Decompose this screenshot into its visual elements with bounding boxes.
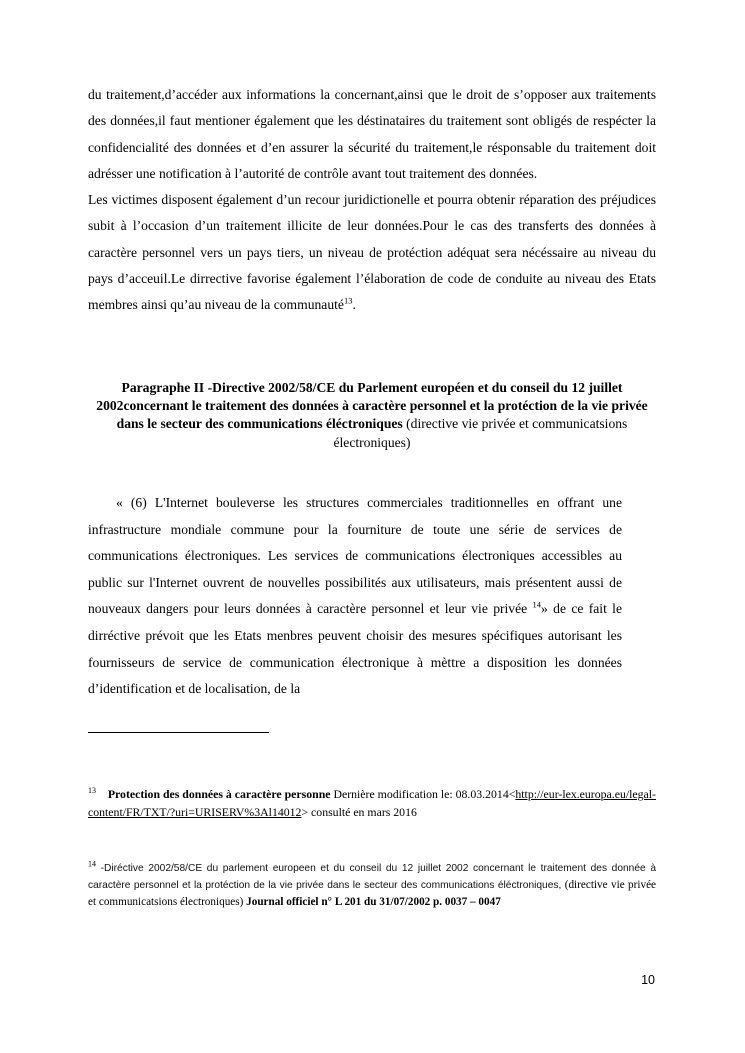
footnote-13-number: 13 [88,786,96,796]
paragraph-victims-end: . [352,297,356,313]
footnote-13 [88,786,656,822]
footnote-separator [88,732,269,733]
section-heading-normal: (directive vie privée et communicatsions électroniques) [333,416,628,450]
paragraph-data-rights-text: du traitement,d’accéder aux informations la concernant,ainsi que le droit de s’opposer aux traitements des données,il faut mentioner également que les déstinataires du traitement sont obligés de respécter la confidencialité des données et d’en assurer la sécurité du traitement,le résponsable du traitement doit adrésser une notification à l’autorité de contrôle avant tout traitement des données. [88,87,656,181]
footnote-14-text: -Diréctive 2002/58/CE du parlement europeen et du conseil du 12 juillet 2002 concernant le traitement des donnée à caractère personnel et la protéction de la vie privée dans le secteur des communications éléctroniques, [88,863,656,891]
footnote-13-link[interactable]: http://eur-lex.europa.eu/legal-content/FR/TXT/?uri=URISERV%3Al14012 [88,787,656,819]
footnote-13-title: Protection des données à caractère personne [107,787,331,801]
footnote-14-journal: Journal officiel n° L 201 du 31/07/2002 p. 0037 – 0047 [246,896,501,908]
footnote-13-after: > consulté en mars 2016 [301,804,417,819]
paragraph-data-rights [88,82,656,187]
footnote-14-serif: (directive vie privée et communicatsions électroniques) [88,879,657,908]
body-text-top [88,82,656,319]
footnote-14-number: 14 [88,859,96,869]
footnote-13-text: Dernière modification le: 08.03.2014< [330,787,516,801]
footnote-ref-13[interactable]: 13 [343,295,353,306]
paragraph-victims-text: Les victimes disposent également d’un recour juridictionelle et pourra obtenir réparation des préjudices subit à l’occasion d’un traitement illicite de leur données.Pour le cas des transferts des données à caractère personnel vers un pays tiers, un niveau de protéction adéquat sera nécéssaire au niveau du pays d’acceuil.Le dirrective favorise également l’élaboration de code de conduite au niveau des Etats membres ainsi qu’au niveau de la communauté [88,192,656,313]
footnote-14 [88,860,656,911]
footnote-ref-14[interactable]: 14 [532,599,542,610]
section-heading-bold: Paragraphe II -Directive 2002/58/CE du Parlement européen et du conseil du 12 juillet 2002concernant le traitement des données à caractère personnel et la protéction de la vie privée dans le secteur des communications éléctroniques [96,380,648,432]
section-heading [88,379,656,452]
quote-text [88,490,622,703]
quoted-paragraph [88,490,622,703]
quote-part-1: « (6) L'Internet bouleverse les structures commerciales traditionnelles en offrant une infrastructure mondiale commune pour la fourniture de toute une série de services de communications électroniques. Les services de communications électroniques accessibles au public sur l'Internet ouvrent de nouvelles possibilités aux utilisateurs, mais présentent aussi de nouveaux dangers pour leurs données à caractère personnel et leur vie privée [88,495,622,617]
page-number: 10 [641,973,655,987]
paragraph-victims [88,187,656,318]
quote-part-2: » de ce fait le dirréctive prévoit que les Etats menbres peuvent choisir des mesures spécifiques autorisant les fournisseurs de service de communication électronique à mèttre a disposition les données d’identification et de localisation, de la [88,601,622,697]
